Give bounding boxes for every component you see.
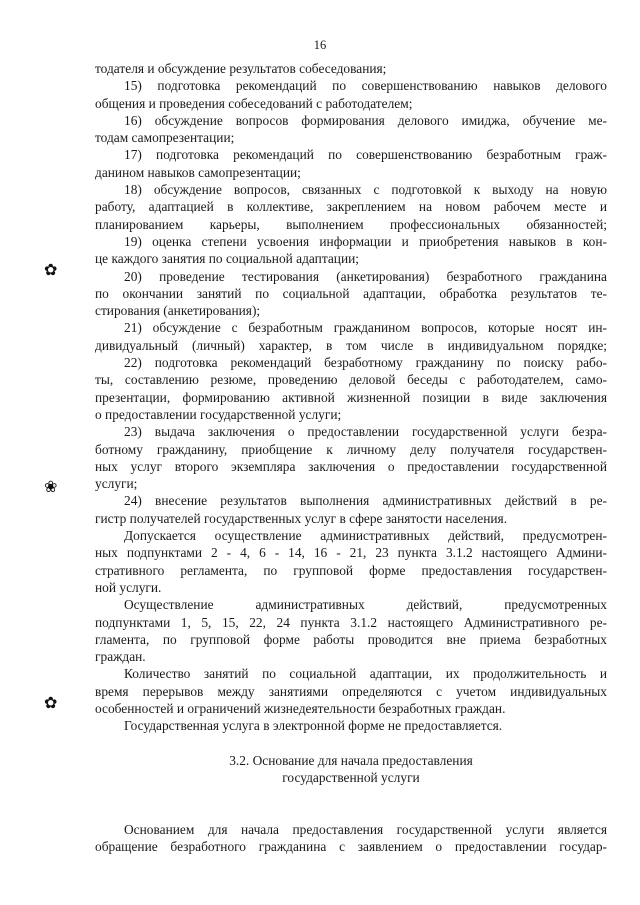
text-line: планированием карьеры, выполнением профессиональных обязанностей; (95, 216, 607, 232)
text-line: 21) обсуждение с безработным гражданином вопросов, которые носят ин- (124, 320, 607, 336)
text-line: 18) обсуждение вопросов, связанных с подготовкой к выходу на новую (124, 182, 607, 198)
text-line: ботному гражданину, приобщение к личному делу получателя государствен- (95, 441, 607, 457)
text-line: по окончании занятий по социальной адаптации, обработка результатов те- (95, 285, 607, 301)
paragraph-lines (95, 60, 607, 735)
text-line: Государственная услуга в электронной форме не предоставляется. (124, 718, 503, 734)
closing-paragraph (95, 821, 607, 856)
text-line: гистр получателей государственных услуг в сфере занятости населения. (95, 510, 508, 526)
text-line: 23) выдача заключения о предоставлении государственной услуги безра- (124, 424, 607, 440)
text-line: ты, составлению резюме, проведению деловой беседы с работодателем, само- (95, 372, 607, 388)
document-body (95, 60, 607, 856)
text-line: время перерывов между занятиями определяются с учетом индивидуальных (95, 683, 607, 699)
text-line: стративного регламента, по групповой форме предоставления государствен- (95, 562, 607, 578)
text-line: 19) оценка степени усвоения информации и приобретения навыков в кон- (124, 233, 607, 249)
text-line: 20) проведение тестирования (анкетирования) безработного гражданина (124, 268, 607, 284)
text-line: 24) внесение результатов выполнения административных действий в ре- (124, 493, 607, 509)
text-line: Осуществление административных действий, предусмотренных (124, 597, 607, 613)
text-line: Основанием для начала предоставления государственной услуги является (124, 822, 607, 838)
text-line: 17) подготовка рекомендаций по совершенствованию безработным граж- (124, 147, 607, 163)
text-line: граждан. (95, 649, 146, 665)
ink-blot-mark: ❀ (44, 477, 58, 496)
text-line: общения и проведения собеседований с работодателем; (95, 95, 413, 111)
text-line: стирования (анкетирования); (95, 303, 261, 319)
ink-blot-mark: ✿ (44, 693, 58, 712)
page-number: 16 (313, 38, 327, 52)
section-heading-continued: государственной услуги (282, 769, 420, 785)
text-line: о предоставлении государственной услуги; (95, 406, 342, 422)
text-line: услуги; (95, 476, 138, 492)
text-line: це каждого занятия по социальной адаптации; (95, 251, 360, 267)
text-line: презентации, формированию активной жизненной позиции в виде заключения (95, 389, 607, 405)
text-line: 16) обсуждение вопросов формирования делового имиджа, обучение ме- (124, 112, 607, 128)
text-line: гламента, по групповой форме работы проводится вне приема безработных (95, 631, 607, 647)
text-line: 22) подготовка рекомендаций безработному гражданину по поиску рабо- (124, 355, 607, 371)
text-line: ных услуг второго экземпляра заключения о предоставлении государственной (95, 458, 607, 474)
text-line: 15) подготовка рекомендаций по совершенствованию навыков делового (124, 78, 607, 94)
text-line: ных подпунктами 2 - 4, 6 - 14, 16 - 21, 23 пункта 3.1.2 настоящего Админи- (95, 545, 607, 561)
text-line: ной услуги. (95, 579, 162, 595)
text-line: Допускается осуществление административных действий, предусмотрен- (124, 528, 607, 544)
section-heading: 3.2. Основание для начала предоставления (229, 752, 473, 768)
text-line: тодателя и обсуждение результатов собеседования; (95, 61, 387, 76)
text-line: Количество занятий по социальной адаптации, их продолжительность и (124, 666, 607, 682)
text-line: подпунктами 1, 5, 15, 22, 24 пункта 3.1.2 настоящего Административного ре- (95, 614, 607, 630)
text-line: особенностей и ограничений жизнедеятельности безработных граждан. (95, 700, 506, 716)
text-line: дивидуальный (личный) характер, в том числе в индивидуальном порядке; (95, 337, 607, 353)
text-line: обращение безработного гражданина с заявлением о предоставлении государ- (95, 839, 607, 855)
text-line: тодам самопрезентации; (95, 130, 235, 146)
text-line: работу, адаптацией в коллективе, закреплением на новом рабочем месте и (95, 199, 607, 215)
ink-blot-mark: ✿ (44, 260, 58, 279)
text-line: данином навыков самопрезентации; (95, 164, 301, 180)
